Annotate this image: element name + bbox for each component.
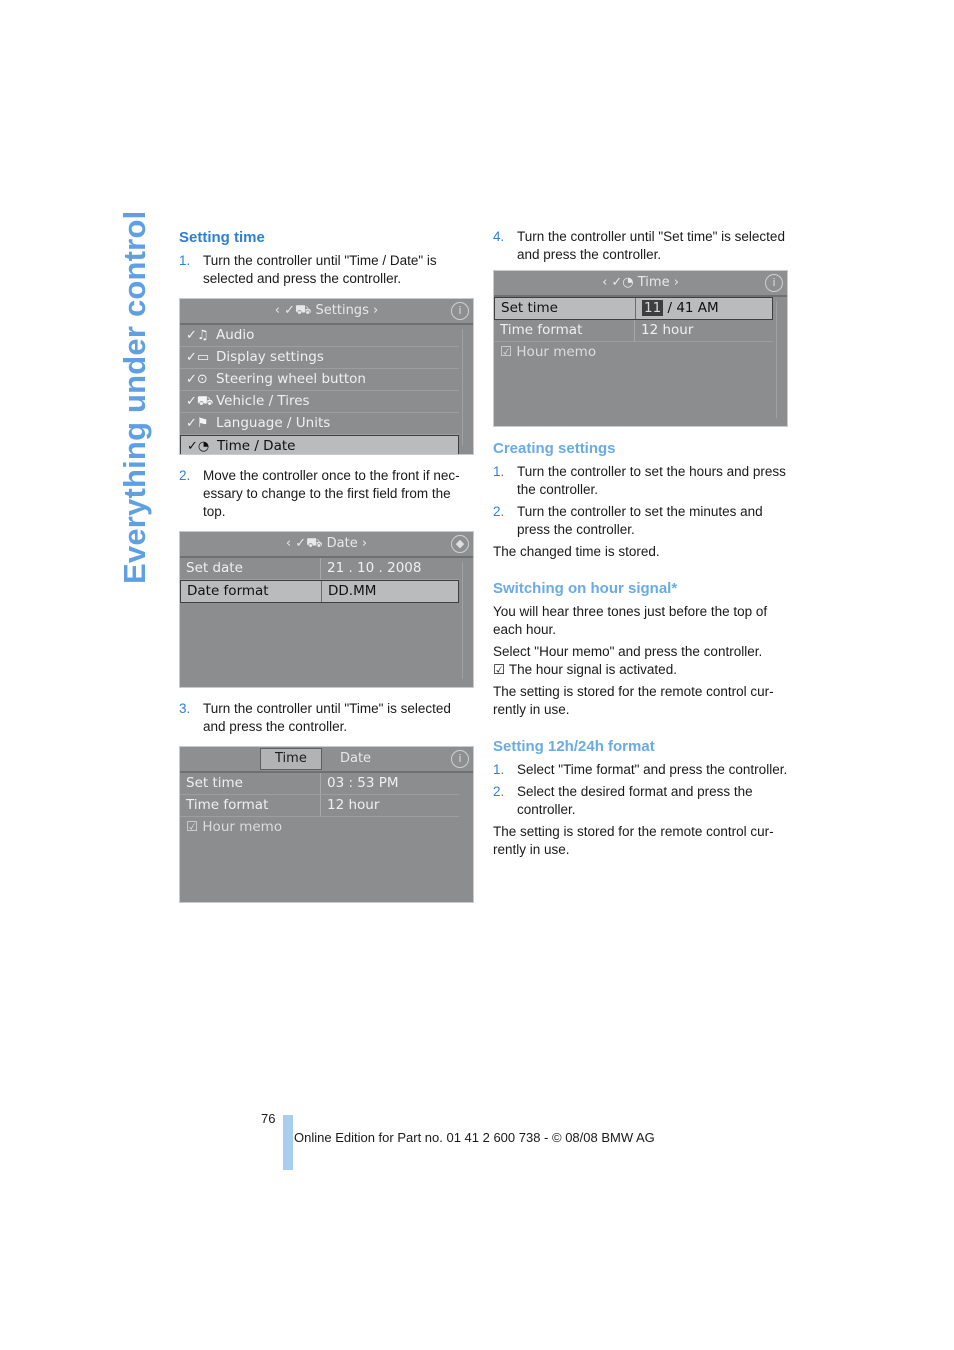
checkbox-check-icon: ☑	[493, 662, 509, 677]
info-icon: i	[765, 274, 783, 292]
side-section-title	[117, 210, 153, 584]
creating-settings-heading: Creating settings	[493, 440, 616, 457]
settings-menu-list	[180, 325, 459, 454]
scrollbar	[462, 562, 471, 679]
set-time-screen	[493, 270, 788, 427]
time-titlebar: ‹ ✓◔ Time › i	[494, 271, 787, 297]
settings-menu-item-label: Audio	[216, 327, 255, 343]
page-number: 76	[261, 1111, 276, 1126]
time-format-row[interactable]: Time format 12 hour	[494, 320, 773, 342]
set-time-rows	[494, 297, 773, 426]
chevron-right-icon: ›	[372, 303, 379, 318]
format-heading: Setting 12h/24h format	[493, 738, 655, 755]
set-date-row[interactable]: Set date 21 . 10 . 2008	[180, 558, 459, 580]
chevron-right-icon: ›	[361, 536, 368, 551]
format-step-2: 2. Select the desired format and press the controller.	[493, 784, 753, 817]
checkbox-check-icon: ☑	[186, 819, 203, 835]
footer-accent-bar	[283, 1115, 293, 1170]
set-time-row[interactable]: Set time 11 / 41 AM	[494, 297, 773, 320]
right-column	[493, 228, 789, 863]
chevron-left-icon: ‹ ✓⛟	[274, 303, 316, 318]
settings-menu-item[interactable]	[180, 347, 459, 369]
clock-icon: ✓◔	[187, 439, 210, 454]
settings-menu-item[interactable]	[180, 413, 459, 435]
step-3: 3. Turn the controller until "Time" is selected and press the controller.	[179, 701, 451, 734]
settings-menu-item[interactable]	[180, 325, 459, 347]
date-format-row[interactable]: Date format DD.MM	[180, 580, 459, 603]
set-time-row[interactable]: Set time 03 : 53 PM	[180, 773, 459, 795]
setting-time-heading: Setting time	[179, 229, 265, 246]
format-step-1: 1. Select "Time format" and press the controller.	[493, 762, 788, 777]
settings-menu-item[interactable]	[180, 435, 459, 455]
settings-menu-item[interactable]	[180, 391, 459, 413]
step-4: 4. Turn the controller until "Set time" is selected and press the controller.	[493, 229, 785, 262]
creating-step-2: 2. Turn the controller to set the minutes and press the controller.	[493, 504, 763, 537]
hour-field[interactable]: 11	[644, 300, 662, 316]
settings-menu-item[interactable]	[180, 369, 459, 391]
side-section-title-text: Everything under control	[117, 210, 152, 584]
left-column	[179, 228, 475, 915]
time-tab-titlebar	[180, 747, 473, 773]
settings-menu-item-label: Steering wheel button	[216, 371, 366, 387]
format-note: The setting is stored for the remote control currently in use.	[493, 824, 774, 857]
time-rows	[180, 773, 459, 902]
flag-icon: ✓⚑	[186, 416, 209, 431]
settings-menu-item-label: Vehicle / Tires	[216, 393, 310, 409]
settings-menu-screen	[179, 298, 474, 455]
chevron-left-icon: ‹ ✓⛟	[285, 536, 327, 551]
info-icon: i	[451, 750, 469, 768]
checkbox-check-icon: ☑	[500, 344, 517, 360]
settings-menu-item-label: Display settings	[216, 349, 324, 365]
settings-titlebar: ‹ ✓⛟ Settings › i	[180, 299, 473, 325]
scrollbar	[462, 329, 471, 446]
settings-menu-item-label: Time / Date	[217, 438, 296, 454]
steering-wheel-icon: ✓⊙	[186, 372, 208, 387]
chevron-left-icon: ‹ ✓◔	[602, 275, 638, 290]
tab-time[interactable]: Time	[260, 748, 322, 770]
time-tab-screen	[179, 746, 474, 903]
audio-icon: ✓♫	[186, 328, 209, 343]
scrollbar	[776, 301, 785, 418]
display-icon: ✓▭	[186, 350, 210, 365]
hour-signal-p4: The setting is stored for the remote control currently in use.	[493, 684, 774, 717]
chevron-right-icon: ›	[673, 275, 679, 290]
hour-memo-row[interactable]: ☑ Hour memo	[186, 819, 283, 835]
hour-signal-heading: Switching on hour signal*	[493, 580, 678, 597]
info-icon: i	[451, 302, 469, 320]
hour-signal-p2: Select "Hour memo" and press the controller.	[493, 644, 763, 659]
step-2: 2. Move the controller once to the front if necessary to change to the first field from the top.	[179, 468, 460, 519]
car-icon: ✓⛟	[186, 394, 214, 409]
footer-edition-text: Online Edition for Part no. 01 41 2 600 738 - © 08/08 BMW AG	[294, 1130, 655, 1145]
date-rows	[180, 558, 459, 687]
hour-signal-p3: ☑ The hour signal is activated.	[493, 662, 677, 677]
hour-memo-row[interactable]: ☑ Hour memo	[500, 344, 597, 360]
settings-menu-item-label: Language / Units	[216, 415, 331, 431]
date-screen	[179, 531, 474, 688]
hour-signal-p1: You will hear three tones just before the top of each hour.	[493, 604, 768, 637]
time-format-row[interactable]: Time format 12 hour	[180, 795, 459, 817]
date-titlebar: ‹ ✓⛟ Date › ◆	[180, 532, 473, 558]
creating-note: The changed time is stored.	[493, 544, 660, 559]
creating-step-1: 1. Turn the controller to set the hours and press the controller.	[493, 464, 786, 497]
info-icon: ◆	[451, 535, 469, 553]
tab-date[interactable]: Date	[339, 751, 372, 766]
step-1: 1. Turn the controller until "Time / Date" is selected and press the controller.	[179, 253, 437, 286]
